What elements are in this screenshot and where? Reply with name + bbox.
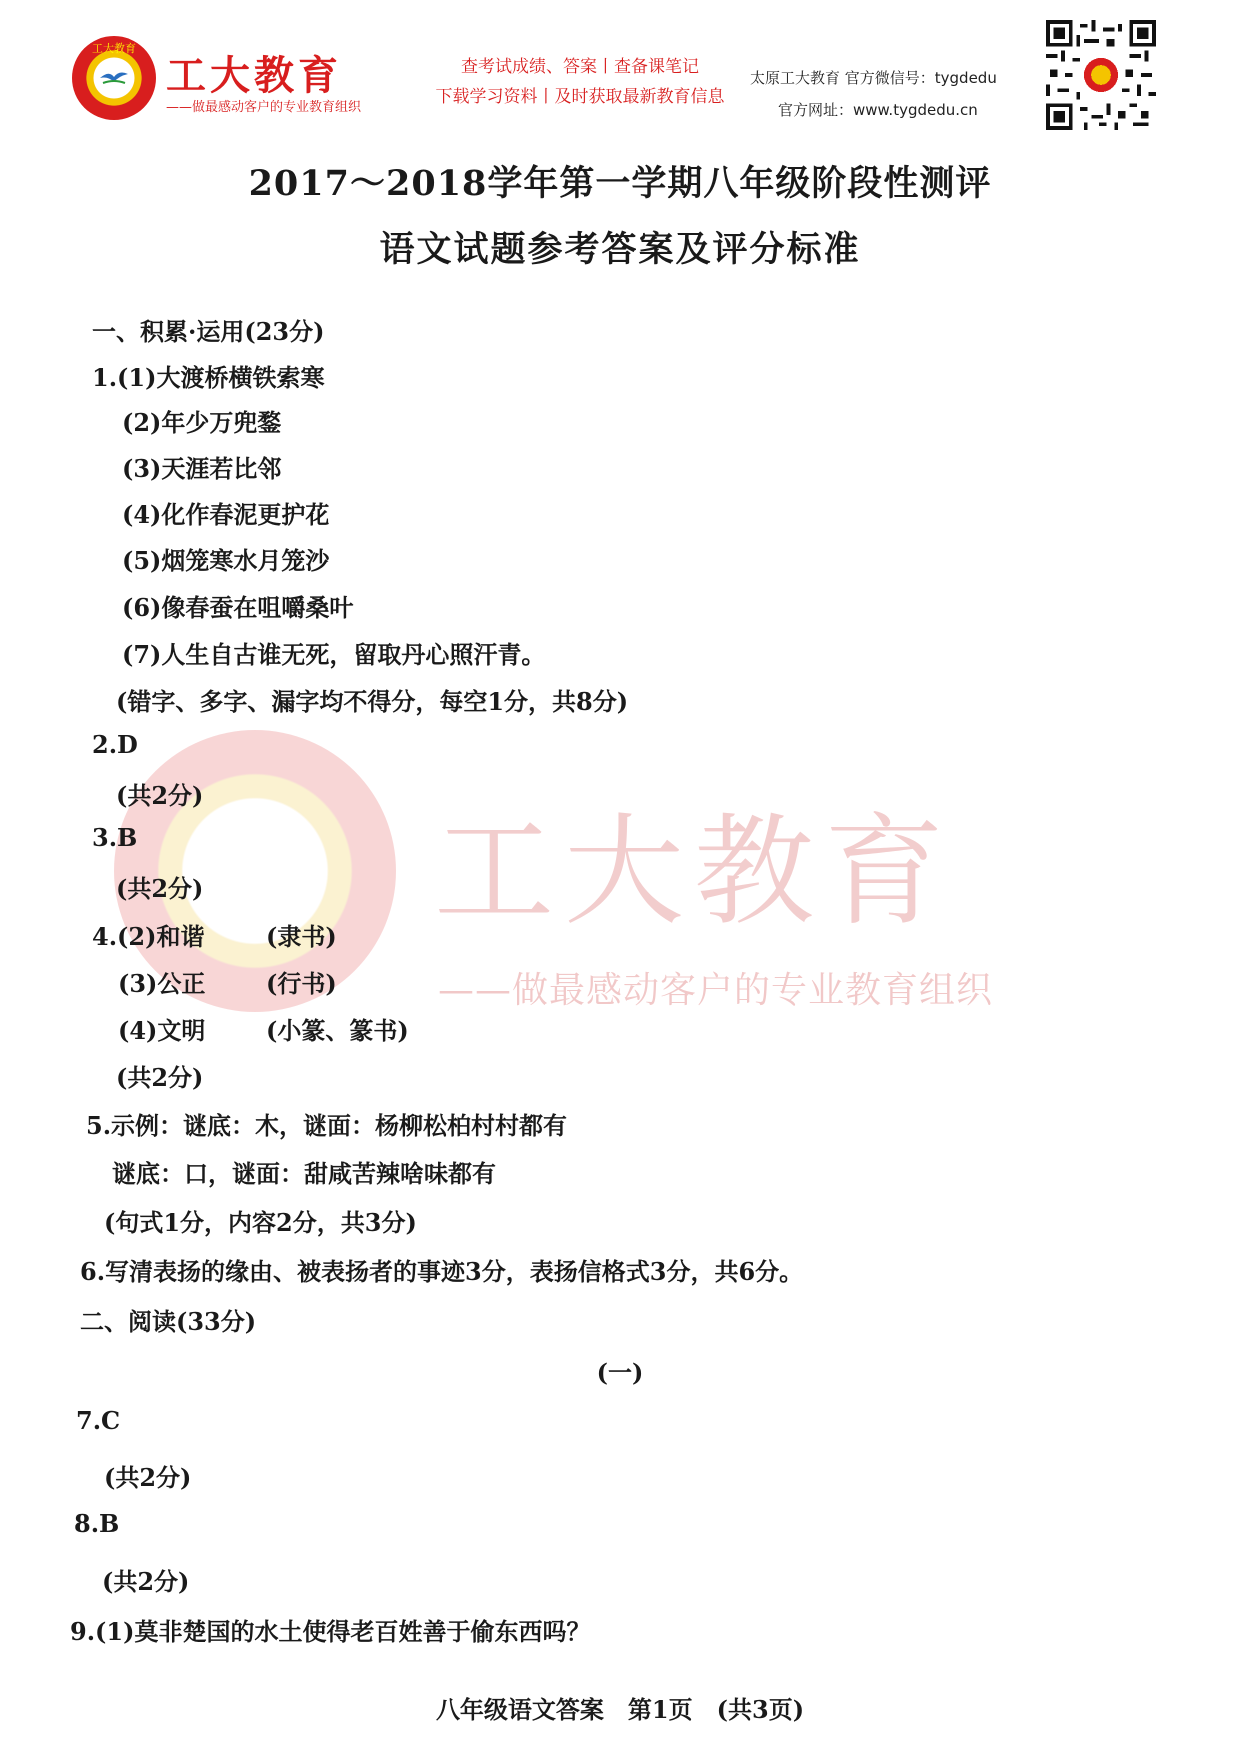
q4-script-3: (小篆、篆书) <box>266 1016 409 1045</box>
q2-answer: 2.D <box>92 730 138 759</box>
q1-item-7: (7)人生自古谁无死，留取丹心照汗青。 <box>122 640 546 669</box>
q4-word-2: (3)公正 <box>118 969 206 998</box>
wechat-account: 太原工大教育 官方微信号：tygdedu <box>750 69 997 87</box>
q9-answer: 9.(1)莫非楚国的水土使得老百姓善于偷东西吗？ <box>70 1617 591 1646</box>
document-subtitle: 语文试题参考答案及评分标准 <box>379 229 861 270</box>
q4-score: (共2分) <box>116 1063 204 1092</box>
logo-badge-text: 工大教育 <box>92 42 136 55</box>
q1-item-1: 1.(1)大渡桥横铁索寒 <box>92 363 325 392</box>
section2-heading: 二、阅读(33分) <box>80 1307 257 1336</box>
page-footer: 八年级语文答案 第1页 (共3页) <box>435 1695 805 1724</box>
q1-item-4: (4)化作春泥更护花 <box>122 500 330 529</box>
q5-score: (句式1分，内容2分，共3分) <box>104 1208 417 1237</box>
section2-part-1: (一) <box>596 1358 644 1387</box>
q3-score: (共2分) <box>116 874 204 903</box>
q1-item-6: (6)像春蚕在咀嚼桑叶 <box>122 593 354 622</box>
qr-code-icon[interactable] <box>1046 20 1156 130</box>
promo-line-1: 查考试成绩、答案丨查备课笔记 <box>461 57 699 77</box>
promo-text <box>406 52 754 112</box>
q5-example-2: 谜底：口，谜面：甜咸苦辣啥味都有 <box>112 1159 496 1188</box>
brand-slogan: ——做最感动客户的专业教育组织 <box>166 100 362 115</box>
brand-name: 工大教育 <box>166 53 342 99</box>
q4-script-2: (行书) <box>266 969 337 998</box>
q2-score: (共2分) <box>116 781 204 810</box>
watermark-slogan: ——做最感动客户的专业教育组织 <box>438 970 994 1011</box>
section1-heading: 一、积累·运用(23分) <box>92 317 325 346</box>
q4-word-1: 4.(2)和谐 <box>92 922 205 951</box>
promo-line-2: 下载学习资料丨及时获取最新教育信息 <box>435 87 725 107</box>
website-url: 官方网址：www.tygdedu.cn <box>778 101 978 119</box>
q7-answer: 7.C <box>76 1406 121 1435</box>
q5-example-1: 5.示例：谜底：木，谜面：杨柳松柏村村都有 <box>86 1111 568 1140</box>
q8-answer: 8.B <box>74 1509 120 1538</box>
q6-answer: 6.写清表扬的缘由、被表扬者的事迹3分，表扬信格式3分，共6分。 <box>80 1257 804 1286</box>
logo-badge <box>72 36 156 120</box>
q3-answer: 3.B <box>92 823 138 852</box>
page-header <box>0 0 1240 135</box>
document-title: 2017～2018学年第一学期八年级阶段性测评 <box>248 163 992 204</box>
watermark-brand: 工大教育 <box>434 803 954 942</box>
q1-scoring-note: (错字、多字、漏字均不得分，每空1分，共8分) <box>116 687 629 716</box>
q8-score: (共2分) <box>102 1567 190 1596</box>
q1-item-3: (3)天涯若比邻 <box>122 454 282 483</box>
bird-icon <box>99 68 129 86</box>
q4-word-3: (4)文明 <box>118 1016 206 1045</box>
q1-item-2: (2)年少万兜鍪 <box>122 408 282 437</box>
contact-info <box>750 62 1040 126</box>
q4-script-1: (隶书) <box>266 922 337 951</box>
q1-item-5: (5)烟笼寒水月笼沙 <box>122 546 330 575</box>
q7-score: (共2分) <box>104 1463 192 1492</box>
